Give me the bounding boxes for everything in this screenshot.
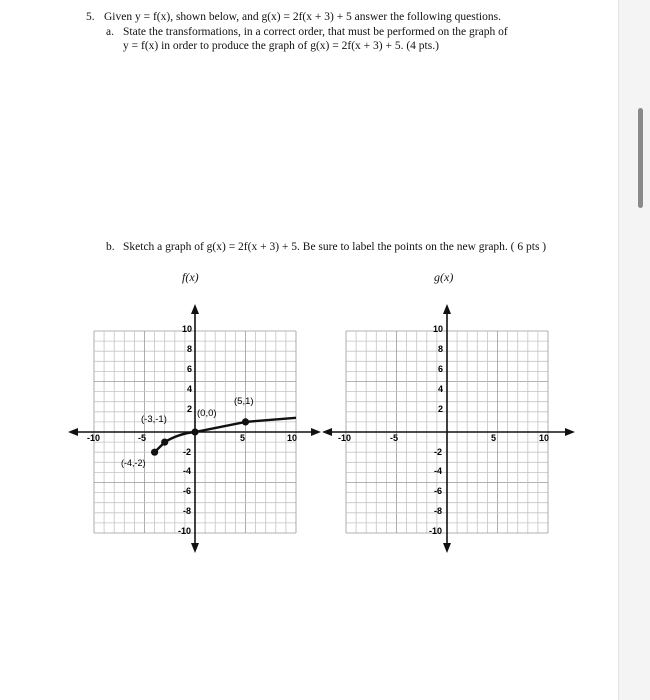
g-tick-x-neg10: -10 (338, 433, 352, 443)
g-tick-y-neg8: -8 (434, 506, 443, 516)
part-b-label: b. (106, 241, 115, 253)
f-tick-y-10: 10 (182, 324, 193, 334)
g-tick-y-6: 6 (438, 364, 444, 374)
g-tick-y-neg6: -6 (434, 486, 443, 496)
f-tick-y-2: 2 (187, 404, 193, 414)
part-a-line-2: y = f(x) in order to produce the graph of g(x) = 2f(x + 3) + 5. (4 pts.) (123, 40, 439, 52)
f-graph (68, 304, 321, 553)
g-graph (322, 304, 575, 553)
label-point-5-1: (5,1) (234, 396, 254, 407)
f-tick-y-neg10: -10 (178, 526, 192, 536)
f-y-axis-bottom-arrow (191, 543, 199, 553)
f-tick-y-8: 8 (187, 344, 193, 354)
f-point-0 (151, 449, 158, 456)
g-x-axis-left-arrow (322, 428, 332, 436)
g-tick-y-4: 4 (438, 384, 444, 394)
f-tick-x-10: 10 (287, 433, 298, 443)
g-tick-y-neg2: -2 (434, 447, 443, 457)
g-x-axis-right-arrow (565, 428, 575, 436)
g-tick-y-8: 8 (438, 344, 444, 354)
g-tick-y-neg4: -4 (434, 466, 443, 476)
f-tick-y-neg4: -4 (183, 466, 192, 476)
f-tick-x-neg10: -10 (87, 433, 101, 443)
g-tick-y-neg10: -10 (429, 526, 443, 536)
f-point-2 (191, 428, 198, 435)
f-y-axis-top-arrow (191, 304, 199, 314)
f-tick-y-neg8: -8 (183, 506, 192, 516)
f-tick-y-4: 4 (187, 384, 193, 394)
f-tick-x-neg5: -5 (138, 433, 147, 443)
g-tick-x-neg5: -5 (390, 433, 399, 443)
label-point-neg4-neg2: (-4,-2) (121, 458, 146, 468)
f-tick-x-5: 5 (240, 433, 246, 443)
f-point-3 (242, 418, 249, 425)
g-y-axis-bottom-arrow (443, 543, 451, 553)
question-number: 5. (86, 11, 95, 23)
g-tick-x-10: 10 (539, 433, 550, 443)
f-point-1 (161, 439, 168, 446)
f-tick-y-neg6: -6 (183, 486, 192, 496)
label-point-neg3-neg1: (-3,-1) (141, 414, 167, 425)
g-y-axis-top-arrow (443, 304, 451, 314)
g-tick-y-10: 10 (433, 324, 444, 334)
f-x-axis-right-arrow (311, 428, 321, 436)
g-tick-x-5: 5 (491, 433, 497, 443)
label-point-0-0: (0,0) (197, 408, 217, 419)
f-x-axis-left-arrow (68, 428, 78, 436)
part-a-line-1: State the transformations, in a correct order, that must be performed on the graph of (123, 26, 508, 38)
part-a-label: a. (106, 26, 114, 38)
g-tick-y-2: 2 (438, 404, 444, 414)
graph-title-g: g(x) (434, 270, 454, 284)
part-b-text: Sketch a graph of g(x) = 2f(x + 3) + 5. Be sure to label the points on the new graph. ( 6 pts ) (123, 241, 547, 253)
question-intro: Given y = f(x), shown below, and g(x) = 2f(x + 3) + 5 answer the following questions. (104, 11, 501, 23)
f-tick-y-6: 6 (187, 364, 193, 374)
f-tick-y-neg2: -2 (183, 447, 192, 457)
graph-title-f: f(x) (182, 270, 199, 284)
